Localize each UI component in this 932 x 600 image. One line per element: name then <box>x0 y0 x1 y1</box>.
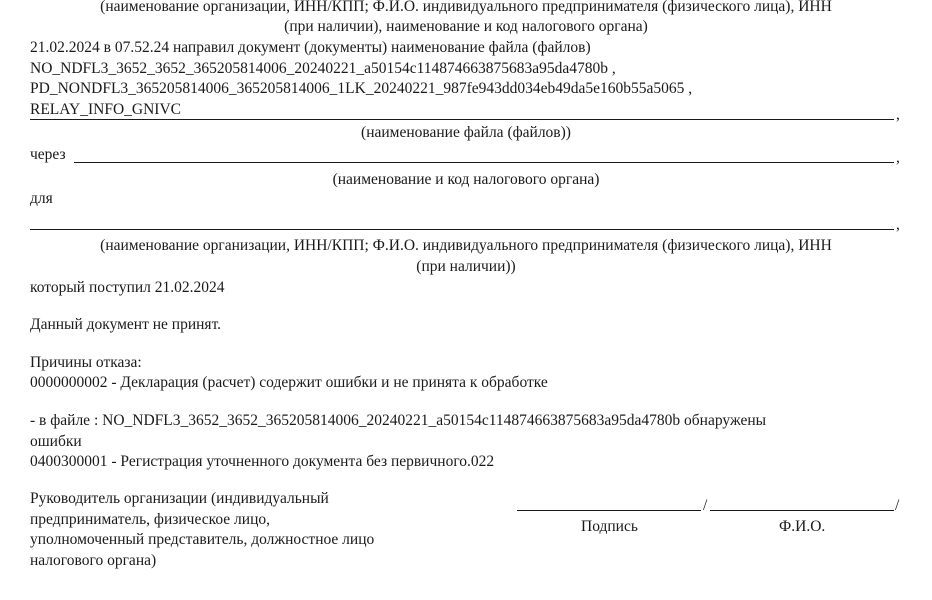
for-caption-line1: (наименование организации, ИНН/КПП; Ф.И.О. индивидуального предпринимателя (физического лица), ИНН <box>100 237 832 254</box>
reason-error-line: 0400300001 - Регистрация уточненного документа без первичного.022 <box>30 453 495 470</box>
for-comma: , <box>896 216 900 233</box>
signature-slash-1: / <box>703 497 708 514</box>
reason-code-line: 0000000002 - Декларация (расчет) содержит ошибки и не принята к обработке <box>30 374 548 391</box>
status-line: Данный документ не принят. <box>30 316 222 333</box>
signature-line <box>517 510 701 511</box>
file-name-1: NO_NDFL3_3652_3652_365205814006_20240221_a50154c114874663875683a95da4780b , <box>30 60 616 77</box>
signer-role-line4: налогового органа) <box>30 552 157 569</box>
file-underline <box>30 119 894 120</box>
via-label: через <box>30 146 66 163</box>
org-caption-top-line1: (наименование организации, ИНН/КПП; Ф.И.О. индивидуального предпринимателя (физического лица), ИНН <box>100 0 832 15</box>
file-name-3: RELAY_INFO_GNIVC <box>30 101 181 118</box>
via-underline <box>74 162 894 163</box>
sent-line: 21.02.2024 в 07.52.24 направил документ (документы) наименование файла (файлов) <box>30 39 591 56</box>
name-line <box>710 510 894 511</box>
received-line: который поступил 21.02.2024 <box>30 279 225 296</box>
signer-role-line1: Руководитель организации (индивидуальный <box>30 490 329 507</box>
file-caption: (наименование файла (файлов)) <box>361 124 571 141</box>
via-comma: , <box>896 149 900 166</box>
signature-slash-2: / <box>895 497 900 514</box>
signer-role-line2: предприниматель, физическое лицо, <box>30 511 271 528</box>
signer-role-line3: уполномоченный представитель, должностное лицо <box>30 531 375 548</box>
org-caption-top-line2: (при наличии), наименование и код налогового органа) <box>284 18 648 35</box>
via-caption: (наименование и код налогового органа) <box>332 171 600 188</box>
name-caption: Ф.И.О. <box>779 518 826 535</box>
for-caption-line2: (при наличии)) <box>416 258 516 275</box>
for-underline <box>30 229 894 230</box>
for-label: для <box>30 190 53 207</box>
file-comma: , <box>896 106 900 123</box>
file-name-2: PD_NONDFL3_365205814006_365205814006_1LK_20240221_987fe943dd034eb49da5e160b55a5065 , <box>30 80 693 97</box>
signature-caption: Подпись <box>581 518 638 535</box>
reason-file-line1: - в файле : NO_NDFL3_3652_3652_365205814006_20240221_a50154c114874663875683a95da4780b обнаружены <box>30 412 767 429</box>
reason-file-line2: ошибки <box>30 433 82 450</box>
reasons-title: Причины отказа: <box>30 354 142 371</box>
